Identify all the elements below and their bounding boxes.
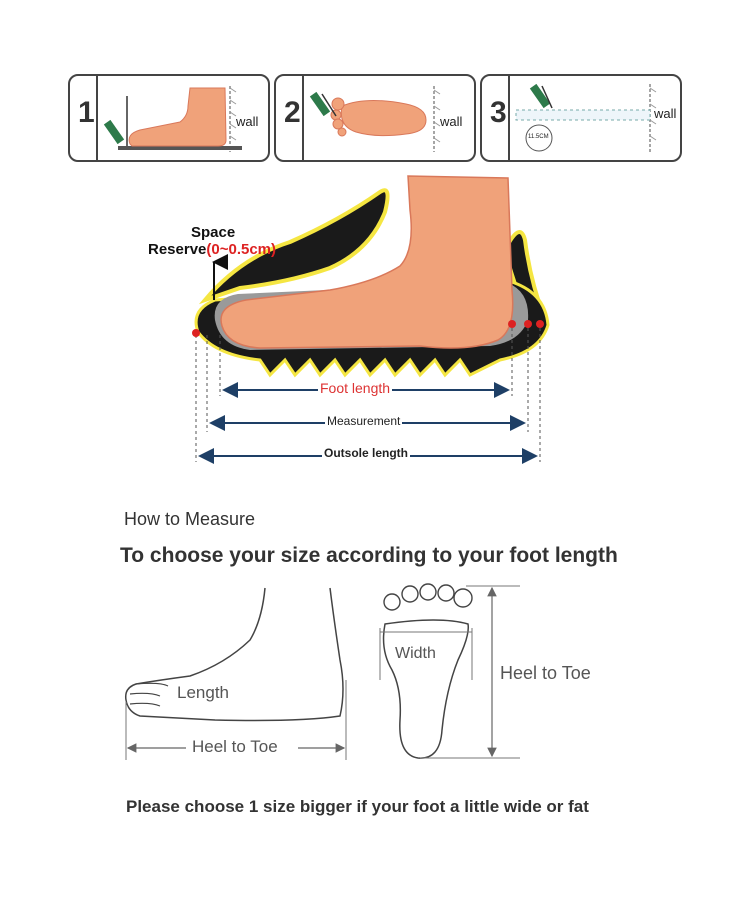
side-foot-outline: [126, 588, 343, 721]
length-label: Length: [177, 683, 229, 702]
wall-label: wall: [236, 114, 259, 129]
foot-length-label: Foot length: [320, 380, 391, 396]
measure-point: [536, 320, 544, 328]
ruler-label: 11.5CM: [528, 134, 549, 140]
step-number: 3: [490, 96, 507, 129]
measure-point: [192, 329, 200, 337]
foot-outline-diagrams: [0, 580, 750, 780]
measurement-label: Measurement: [327, 414, 401, 428]
space-label: Space: [191, 224, 236, 241]
wall-label: wall: [440, 114, 463, 129]
step-number: 1: [78, 96, 95, 129]
heel-to-toe-side-label: Heel to Toe: [188, 737, 282, 757]
reserve-text: Reserve: [148, 241, 207, 258]
width-label: Width: [395, 645, 436, 662]
step-1-panel: [68, 74, 270, 162]
step-number: 2: [284, 96, 301, 129]
heel-to-toe-sole-label: Heel to Toe: [500, 663, 591, 683]
section-subheading: To choose your size according to your foot length: [120, 544, 618, 567]
measure-point: [508, 320, 516, 328]
step-2-panel: [274, 74, 476, 162]
size-note: Please choose 1 size bigger if your foot a little wide or fat: [126, 797, 589, 816]
measure-point: [524, 320, 532, 328]
step-3-panel: [480, 74, 682, 162]
wall-label: wall: [654, 106, 677, 121]
sole-outline: [384, 620, 469, 758]
outsole-length-label: Outsole length: [324, 446, 408, 460]
reserve-label: [148, 241, 276, 258]
section-heading: How to Measure: [124, 509, 256, 529]
reserve-value: (0~0.5cm): [206, 241, 277, 258]
